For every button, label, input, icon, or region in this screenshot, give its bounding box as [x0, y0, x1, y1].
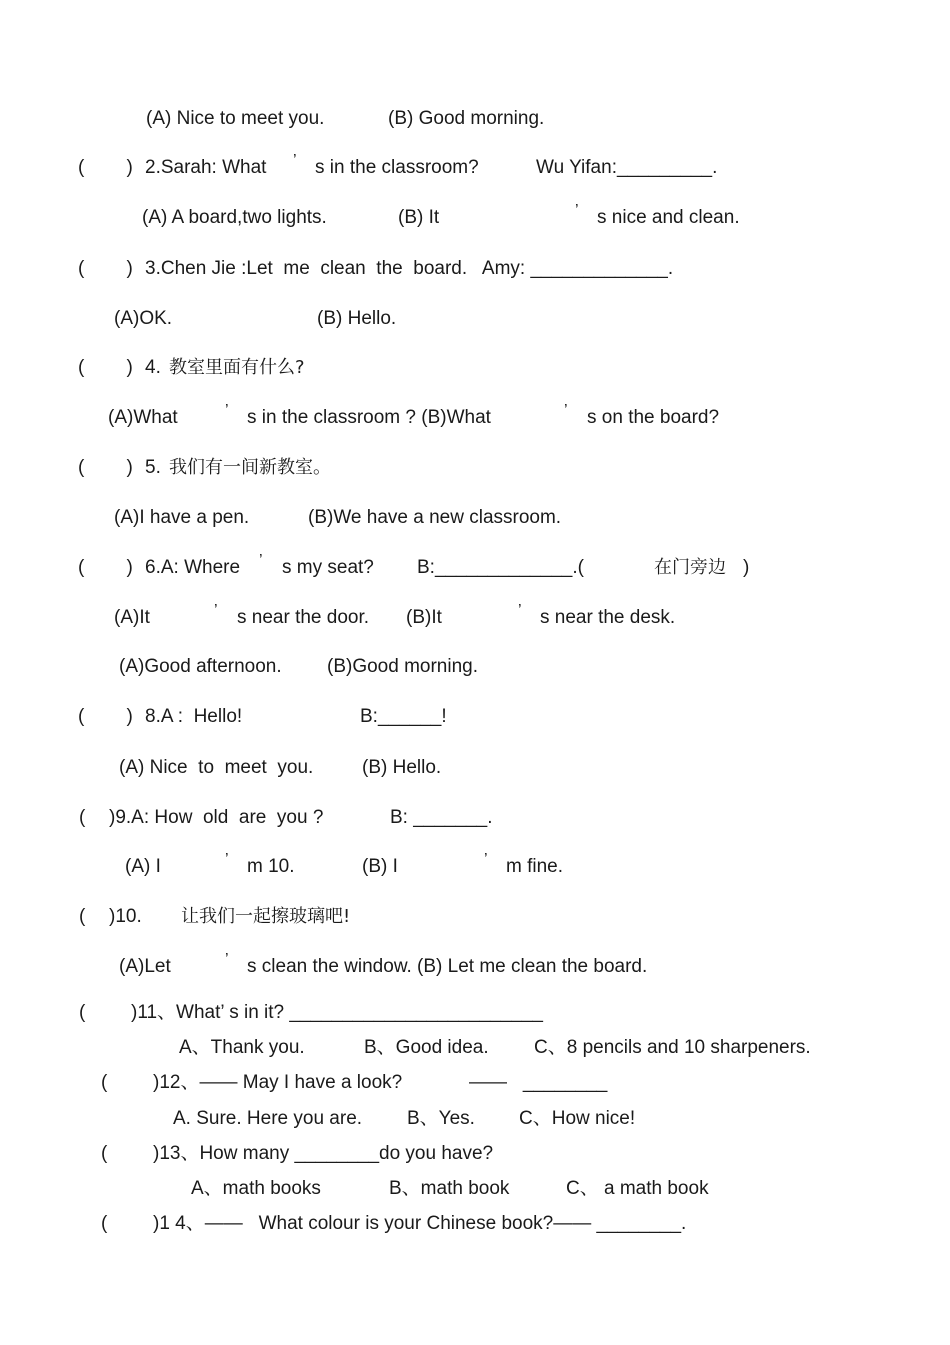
option-a: A、math books [191, 1178, 321, 1199]
option-b: (B)We have a new classroom. [308, 507, 562, 528]
option-b: B、Good idea. [364, 1037, 489, 1058]
question-12-answer: —— ________ [469, 1072, 608, 1093]
apostrophe: ’ [518, 602, 522, 619]
question-5: 我们有一间新教室。 [169, 457, 331, 478]
answer-blank: ( ) [78, 258, 133, 279]
option-a: A. Sure. Here you are. [173, 1108, 363, 1129]
question-3: 3.Chen Jie :Let me clean the board. Amy: _____________. [145, 258, 674, 279]
answer-blank: ( ) [78, 557, 133, 578]
option-b: (B) It [398, 207, 440, 228]
answer-blank: ( ) [78, 157, 133, 178]
answer-blank: ( ) [78, 357, 133, 378]
option-a: (A) A board,two lights. [142, 207, 327, 228]
question-12: )12、—— May I have a look? [153, 1072, 403, 1093]
answer-blank: ( [101, 1072, 108, 1093]
apostrophe: ’ [225, 951, 229, 968]
question-4-number: 4. [145, 357, 167, 378]
question-10: 让我们一起擦玻璃吧! [181, 906, 351, 927]
apostrophe: ’ [484, 851, 488, 868]
option-b: (B)It [406, 607, 442, 628]
question-5-number: 5. [145, 457, 167, 478]
option-a: (A)OK. [114, 308, 173, 329]
option-b-cont: m fine. [506, 856, 564, 877]
option-a-cont: m 10. [247, 856, 295, 877]
question-14: )1 4、—— What colour is your Chinese book?—— ________. [153, 1213, 687, 1234]
answer-blank: ( [101, 1213, 108, 1234]
question-6-cont: s my seat? [282, 557, 374, 578]
apostrophe: ’ [575, 202, 579, 219]
option-a: (A)What [108, 407, 178, 428]
option-b: (B) Good morning. [388, 108, 545, 129]
option-a: (A) I [125, 856, 161, 877]
option-a: (A)It [114, 607, 150, 628]
option-a: (A)Let [119, 956, 171, 977]
apostrophe: ’ [214, 602, 218, 619]
answer-blank: ( [101, 1143, 108, 1164]
apostrophe: ’ [225, 402, 229, 419]
option-c: C、How nice! [519, 1108, 636, 1129]
option-b-cont: s near the desk. [540, 607, 676, 628]
option-b: B、Yes. [407, 1108, 475, 1129]
question-13: )13、How many ________do you have? [153, 1143, 494, 1164]
answer-blank: ( ) [78, 706, 133, 727]
question-9: )9.A: How old are you ? [109, 807, 324, 828]
answer-blank: ( [79, 1002, 86, 1023]
option-a: (A) Nice to meet you. [146, 108, 325, 129]
option-text: s in the classroom ? (B)What [247, 407, 491, 428]
option-b: (B) Hello. [362, 757, 442, 778]
question-2-answer: Wu Yifan:_________. [536, 157, 718, 178]
question-8-answer: B:______! [360, 706, 447, 727]
option-text: s on the board? [587, 407, 720, 428]
answer-blank: ( ) [78, 457, 133, 478]
option-b: (B) I [362, 856, 398, 877]
question-10-number: )10. [109, 906, 142, 927]
apostrophe: ’ [259, 552, 263, 569]
apostrophe: ’ [293, 152, 297, 169]
question-6-answer: B:_____________.( [417, 557, 584, 578]
option-b-cont: s nice and clean. [597, 207, 740, 228]
answer-blank: ( [79, 906, 86, 927]
question-6-hint: 在门旁边 [654, 557, 726, 578]
option-a: (A) Nice to meet you. [119, 757, 314, 778]
question-8: 8.A : Hello! [145, 706, 243, 727]
option-c: C、8 pencils and 10 sharpeners. [534, 1037, 811, 1058]
question-6: 6.A: Where [145, 557, 241, 578]
answer-blank: ( [79, 807, 86, 828]
option-a: A、Thank you. [179, 1037, 305, 1058]
option-c: C、 a math book [566, 1178, 709, 1199]
question-9-answer: B: _______. [390, 807, 493, 828]
apostrophe: ’ [564, 402, 568, 419]
question-4: 教室里面有什么? [169, 357, 305, 378]
question-6-close: ) [743, 557, 750, 578]
option-a: (A)I have a pen. [114, 507, 250, 528]
option-text: s clean the window. (B) Let me clean the board. [247, 956, 648, 977]
apostrophe: ’ [225, 851, 229, 868]
option-b: (B) Hello. [317, 308, 397, 329]
option-b: B、math book [389, 1178, 510, 1199]
option-a: (A)Good afternoon. [119, 656, 282, 677]
question-11: )11、What’ s in it? ________________________ [131, 1002, 543, 1023]
question-2-cont: s in the classroom? [315, 157, 479, 178]
option-b: (B)Good morning. [327, 656, 479, 677]
question-2: 2.Sarah: What [145, 157, 267, 178]
option-a-cont: s near the door. [237, 607, 370, 628]
